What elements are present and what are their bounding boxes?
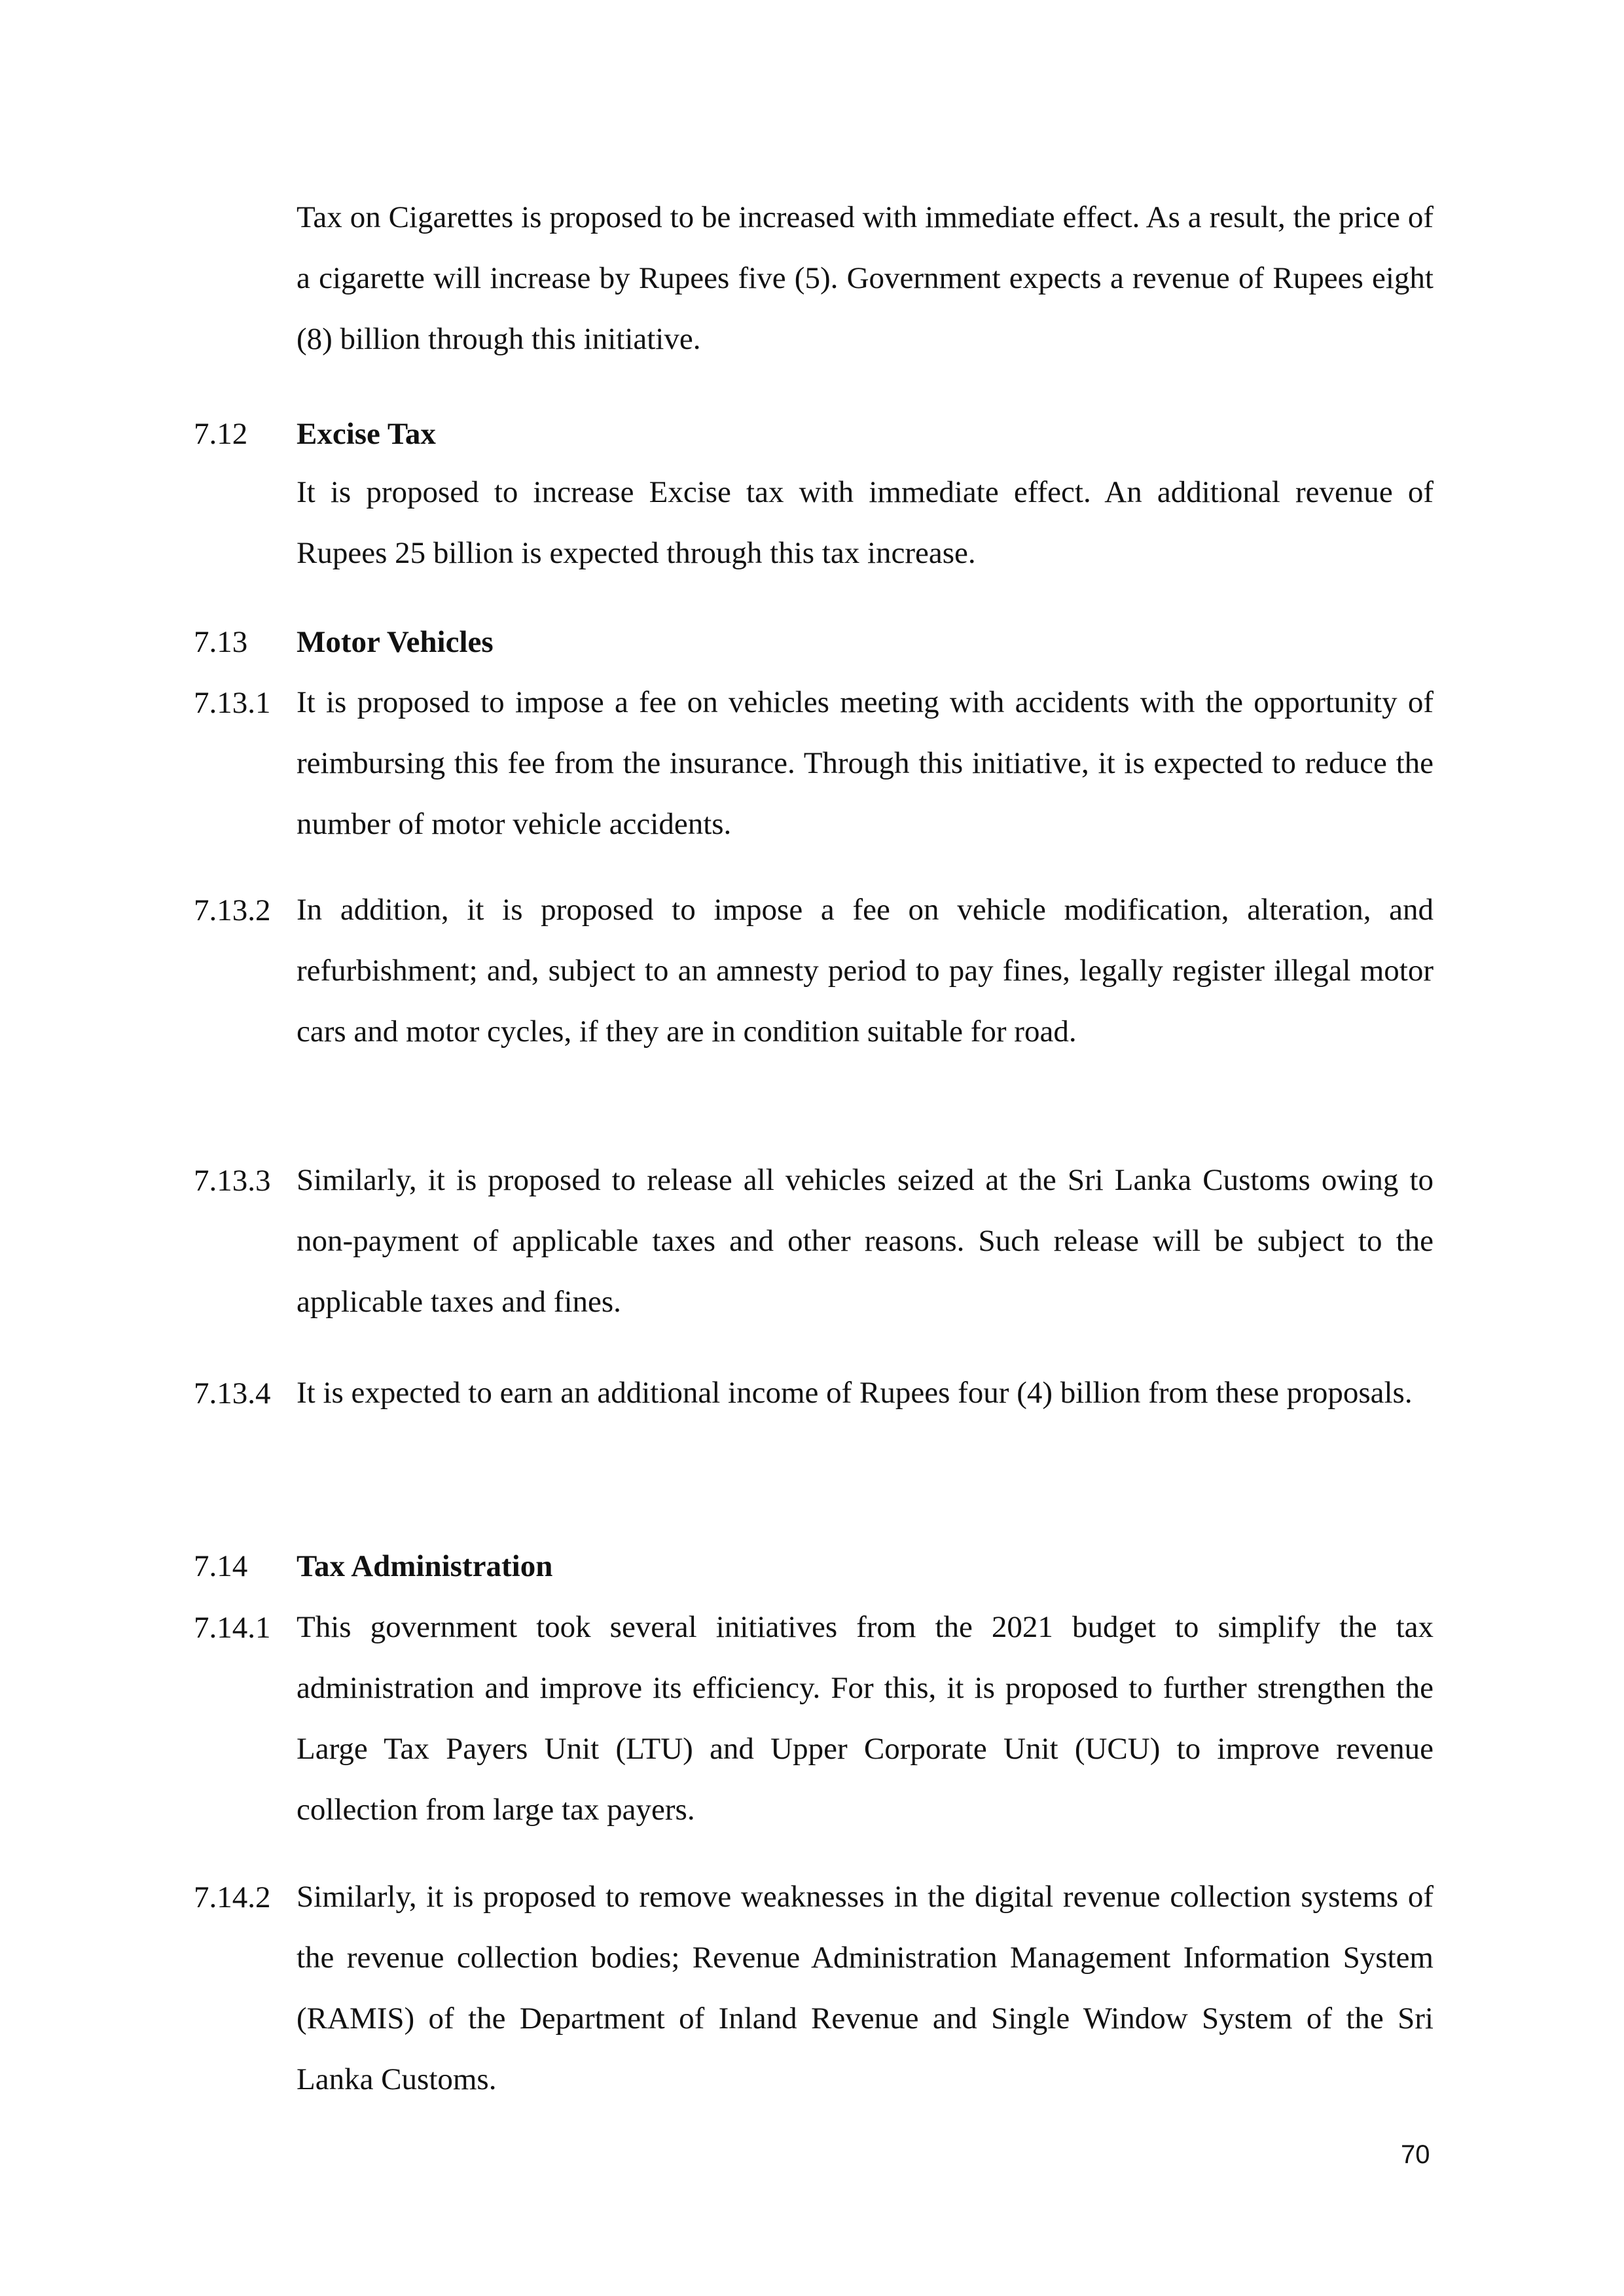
section-number-7-14: 7.14 [194,1549,248,1583]
clause-7-13-1-text: It is proposed to impose a fee on vehicles meeting with accidents with the opportunity of reimbursing this fee from the insurance. Through this initiative, it is expected to reduce the number of motor vehicle accidents. [297,685,1434,841]
clause-number-7-13-2: 7.13.2 [194,893,271,927]
clause-number-7-14-2: 7.14.2 [194,1880,271,1914]
clause-number-7-13-1: 7.13.1 [194,686,271,720]
section-heading-excise-tax: Excise Tax [297,417,436,451]
intro-paragraph: Tax on Cigarettes is proposed to be increased with immediate effect. As a result, the price of a cigarette will increase by Rupees five (5). Government expects a revenue of Rupees eight (8) billion through this initiative. [297,200,1434,356]
excise-tax-paragraph: It is proposed to increase Excise tax with immediate effect. An additional revenue of Rupees 25 billion is expected through this tax increase. [297,475,1434,570]
clause-number-7-13-3: 7.13.3 [194,1164,271,1198]
clause-number-7-13-4: 7.13.4 [194,1376,271,1410]
clause-7-13-4-text: It is expected to earn an additional income of Rupees four (4) billion from these proposals. [297,1376,1413,1410]
page-number: 70 [1401,2140,1430,2169]
section-heading-tax-administration: Tax Administration [297,1549,553,1583]
clause-7-14-1-text: This government took several initiatives from the 2021 budget to simplify the tax administration and improve its efficiency. For this, it is proposed to further strengthen the Large Tax Payers Unit (LTU) and Upper Corporate Unit (UCU) to improve revenue collection from large tax payers. [297,1610,1434,1827]
section-number-7-13: 7.13 [194,625,248,659]
clause-7-13-2-text: In addition, it is proposed to impose a fee on vehicle modification, alteration, and refurbishment; and, subject to an amnesty period to pay fines, legally register illegal motor cars and motor cycles, if they are in condition suitable for road. [297,893,1434,1049]
section-number-7-12: 7.12 [194,417,248,451]
clause-7-13-3-text: Similarly, it is proposed to release all vehicles seized at the Sri Lanka Customs owing to non-payment of applicable taxes and other reasons. Such release will be subject to the applicable taxes and fines. [297,1163,1434,1319]
clause-number-7-14-1: 7.14.1 [194,1611,271,1645]
clause-7-14-2-text: Similarly, it is proposed to remove weaknesses in the digital revenue collection systems of the revenue collection bodies; Revenue Administration Management Information System (RAMIS) of the Department of Inland Revenue and Single Window System of the Sri Lanka Customs. [297,1880,1434,2096]
section-heading-motor-vehicles: Motor Vehicles [297,625,494,659]
